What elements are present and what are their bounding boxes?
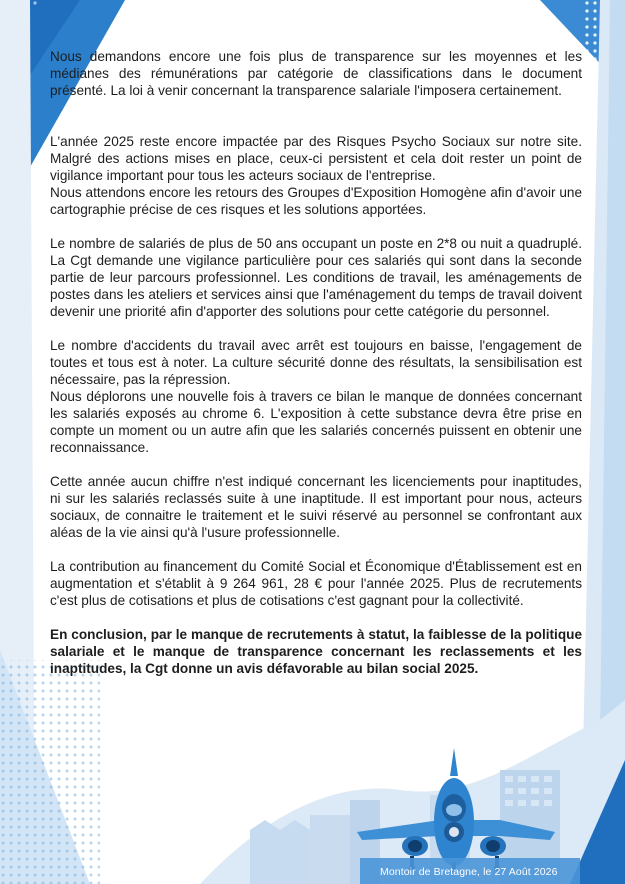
document-body bbox=[50, 48, 582, 677]
conclusion-paragraph: En conclusion, par le manque de recrutements à statut, la faiblesse de la politique salariale et le manque de transparence concernant les reclassements et les inaptitudes, la Cgt donne un avis défavorable au bilan social 2025. bbox=[50, 627, 582, 676]
paragraph-transparence: Nous demandons encore une fois plus de transparence sur les moyennes et les médianes des rémunérations par catégorie de classifications dans le document présenté. La loi à venir concernant la transparence salariale l'imposera certainement. bbox=[50, 49, 582, 98]
paragraph-risques-psycho-sociaux: L'année 2025 reste encore impactée par des Risques Psycho Sociaux sur notre site. Malgré des actions mises en place, ceux-ci persistent et cela doit rester un point de vigilance important pour tous les acteurs sociaux de l'entreprise. bbox=[50, 134, 582, 183]
paragraph-contribution-cse: La contribution au financement du Comité Social et Économique d'Établissement est en augmentation et s'établit à 9 264 961, 28 € pour l'année 2025. Plus de recrutements c'est plus de cotisations et plus de cotisations c'est gagnant pour la collectivité. bbox=[50, 559, 582, 608]
paragraph-inaptitudes: Cette année aucun chiffre n'est indiqué concernant les licenciements pour inaptitudes, ni sur les salariés reclassés suite à une inaptitude. Il est important pour nous, acteurs sociaux, de connaitre le traitement et le suivi réservé au personnel se confrontant aux aléas de la vie ainsi qu'à l'usure professionnelle. bbox=[50, 474, 582, 540]
paragraph-salaries-50-ans: Le nombre de salariés de plus de 50 ans occupant un poste en 2*8 ou nuit a quadruplé. La Cgt demande une vigilance particulière pour ces salariés qui sont dans la seconde partie de leur parcours professionnel. Les conditions de travail, les aménagements de postes dans les ateliers et services ainsi que l'aménagement du temps de travail doivent devenir une priorité afin d'apporter des solutions pour cette catégorie du personnel. bbox=[50, 236, 582, 319]
paragraph-accidents-travail: Le nombre d'accidents du travail avec arrêt est toujours en baisse, l'engagement de toutes et tous est à noter. La culture sécurité donne des résultats, la sensibilisation est nécessaire, pas la répression. bbox=[50, 338, 582, 387]
bottom-left-dots bbox=[0, 650, 100, 884]
footer-place-date: Montoir de Bretagne, le 27 Août 2026 bbox=[380, 866, 558, 878]
paragraph-chrome-6: Nous déplorons une nouvelle fois à travers ce bilan le manque de données concernant les salariés exposés au chrome 6. L'exposition à cette substance devra être prise en compte un moment ou un autre afin que les salariés concernés puissent en obtenir une reconnaissance. bbox=[50, 389, 582, 455]
paragraph-groupes-exposition: Nous attendons encore les retours des Groupes d'Exposition Homogène afin d'avoir une cartographie précise de ces risques et les solutions apportées. bbox=[50, 185, 582, 217]
